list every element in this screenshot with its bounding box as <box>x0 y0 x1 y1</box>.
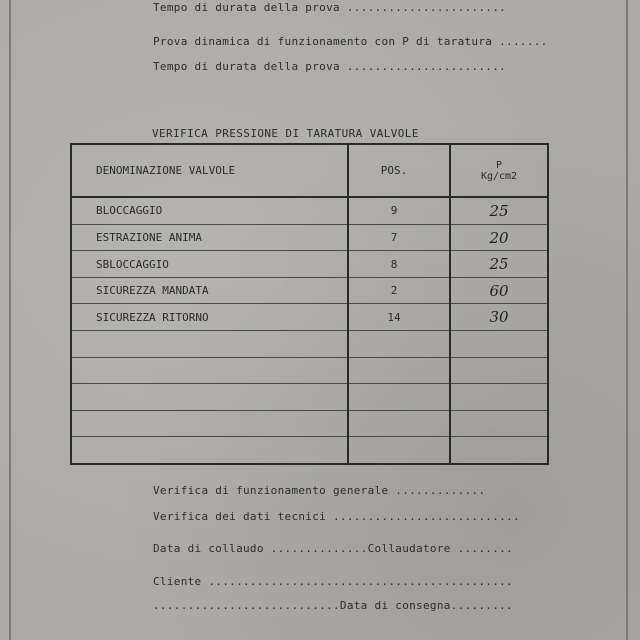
row-pressure-handwritten: 25 <box>489 255 509 274</box>
page-edge-right <box>626 0 628 640</box>
dynamic-test-line: Prova dinamica di funzionamento con P di taratura ....... <box>153 35 548 48</box>
row-pos: 14 <box>387 310 401 324</box>
technical-data-check-line: Verifica dei dati tecnici ........................... <box>153 510 520 523</box>
table-row-empty <box>71 331 548 358</box>
header-p-unit: Kg/cm2 <box>480 170 518 182</box>
header-pos-cell <box>348 144 450 197</box>
page-edge-left <box>9 0 11 640</box>
row-name: ESTRAZIONE ANIMA <box>96 231 202 245</box>
table-row-empty <box>71 410 548 437</box>
section-title: VERIFICA PRESSIONE DI TARATURA VALVOLE <box>152 127 419 140</box>
table-row <box>71 304 548 331</box>
test-duration-line-2: Tempo di durata della prova ....................... <box>153 60 507 73</box>
header-name: DENOMINAZIONE VALVOLE <box>96 164 236 178</box>
row-name: SBLOCCAGGIO <box>96 257 169 271</box>
delivery-date-line: ...........................Data di consegna......... <box>153 599 513 612</box>
test-duration-line: Tempo di durata della prova ....................... <box>153 1 507 14</box>
client-line: Cliente ............................................ <box>153 575 513 588</box>
general-function-check-line: Verifica di funzionamento generale ............. <box>153 484 486 497</box>
row-pos: 8 <box>390 257 398 271</box>
header-p-symbol: P <box>495 159 503 171</box>
row-pos: 7 <box>390 231 398 245</box>
valve-pressure-table <box>70 143 549 465</box>
row-name: SICUREZZA RITORNO <box>96 310 209 324</box>
row-pos: 2 <box>390 284 398 298</box>
row-pressure-handwritten: 60 <box>489 281 509 300</box>
table-row <box>71 197 548 224</box>
test-date-inspector-line: Data di collaudo ..............Collaudatore ........ <box>153 542 513 555</box>
row-pressure-handwritten: 20 <box>489 228 509 247</box>
row-pressure-handwritten: 25 <box>489 201 509 220</box>
table-row <box>71 251 548 278</box>
row-pos: 9 <box>390 204 398 218</box>
row-pressure-handwritten: 30 <box>489 308 509 327</box>
table-header-row <box>71 144 548 197</box>
row-name: SICUREZZA MANDATA <box>96 284 209 298</box>
header-pos: POS. <box>380 164 408 178</box>
table-row-empty <box>71 357 548 384</box>
header-p <box>481 160 517 182</box>
table-row <box>71 224 548 251</box>
header-name-cell <box>71 144 348 197</box>
row-name: BLOCCAGGIO <box>96 204 163 218</box>
header-p-cell <box>450 144 548 197</box>
table-row <box>71 277 548 304</box>
table-row-empty <box>71 384 548 411</box>
table-row-empty <box>71 437 548 464</box>
